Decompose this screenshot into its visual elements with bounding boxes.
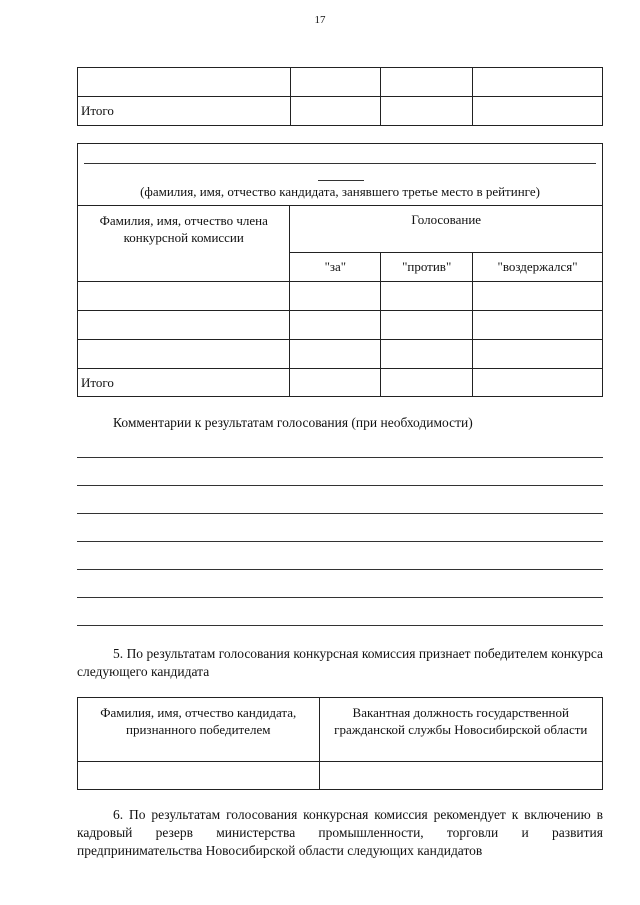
table-cell[interactable]: [381, 68, 473, 97]
table-row-total: [78, 369, 603, 397]
vote-against-header: "против": [381, 253, 473, 282]
section-5-number: 5.: [113, 646, 124, 661]
total-label: Итого: [78, 97, 291, 126]
section-5-text: По результатам голосования конкурсная комиссия признает победителем конкурса следующего кандидата: [77, 646, 603, 679]
table-cell[interactable]: [290, 68, 381, 97]
table-row: [78, 311, 603, 340]
table-cell[interactable]: [78, 311, 290, 340]
comment-line[interactable]: [77, 485, 603, 486]
table-row: [78, 340, 603, 369]
table-cell[interactable]: [381, 369, 473, 397]
table-cell[interactable]: [473, 340, 603, 369]
table-cell[interactable]: [381, 282, 473, 311]
section-6-text: По результатам голосования конкурсная комиссия рекомендует к включению в кадровый резерв министерства промышленности, торговли и развития предпринимательства Новосибирской области следующих кандидатов: [77, 807, 603, 858]
section-6: [77, 806, 603, 860]
table-cell[interactable]: [78, 282, 290, 311]
comment-line[interactable]: [77, 513, 603, 514]
vote-abstain-header: "воздержался": [473, 253, 603, 282]
table-cell[interactable]: [290, 282, 381, 311]
votes-table-continued: [77, 67, 603, 126]
table-cell[interactable]: [381, 340, 473, 369]
candidate-cell: [78, 144, 603, 206]
comment-line[interactable]: [77, 625, 603, 626]
winner-table: [77, 697, 603, 790]
vote-for-header: "за": [290, 253, 381, 282]
table-cell[interactable]: [381, 311, 473, 340]
comment-line[interactable]: [77, 597, 603, 598]
page-number: 17: [314, 14, 326, 26]
table-row: [78, 762, 603, 790]
section-5: [77, 645, 603, 681]
table-cell[interactable]: [473, 68, 603, 97]
table-cell[interactable]: [473, 282, 603, 311]
comments-heading: [77, 414, 603, 432]
table-cell[interactable]: [78, 340, 290, 369]
table-row: [78, 68, 603, 97]
table-cell[interactable]: [78, 68, 291, 97]
comment-line[interactable]: [77, 457, 603, 458]
comments-heading-text: Комментарии к результатам голосования (при необходимости): [113, 415, 473, 430]
table-row-total: [78, 97, 603, 126]
comment-line[interactable]: [77, 569, 603, 570]
table-cell[interactable]: [78, 762, 320, 790]
candidate-row: [78, 144, 603, 206]
candidate-name-line[interactable]: [84, 163, 596, 164]
comment-line[interactable]: [77, 541, 603, 542]
total-label: Итого: [78, 369, 290, 397]
header-row: [78, 206, 603, 253]
table-row: [78, 282, 603, 311]
table-cell[interactable]: [290, 340, 381, 369]
table-cell[interactable]: [290, 369, 381, 397]
voting-header: Голосование: [290, 206, 603, 253]
table-cell[interactable]: [319, 762, 602, 790]
candidate-caption: (фамилия, имя, отчество кандидата, занявшего третье место в рейтинге): [140, 184, 540, 199]
member-header: Фамилия, имя, отчество члена конкурсной комиссии: [78, 206, 290, 282]
table-cell[interactable]: [381, 97, 473, 126]
section-6-number: 6.: [113, 807, 124, 822]
table-cell[interactable]: [473, 97, 603, 126]
header-row: [78, 698, 603, 762]
winner-name-header: Фамилия, имя, отчество кандидата, признанного победителем: [78, 698, 320, 762]
table-cell[interactable]: [473, 369, 603, 397]
third-place-votes-table: [77, 143, 603, 397]
table-cell[interactable]: [290, 97, 381, 126]
vacant-position-header: Вакантная должность государственной гражданской службы Новосибирской области: [319, 698, 602, 762]
table-cell[interactable]: [473, 311, 603, 340]
table-cell[interactable]: [290, 311, 381, 340]
candidate-short-line: [318, 180, 364, 181]
